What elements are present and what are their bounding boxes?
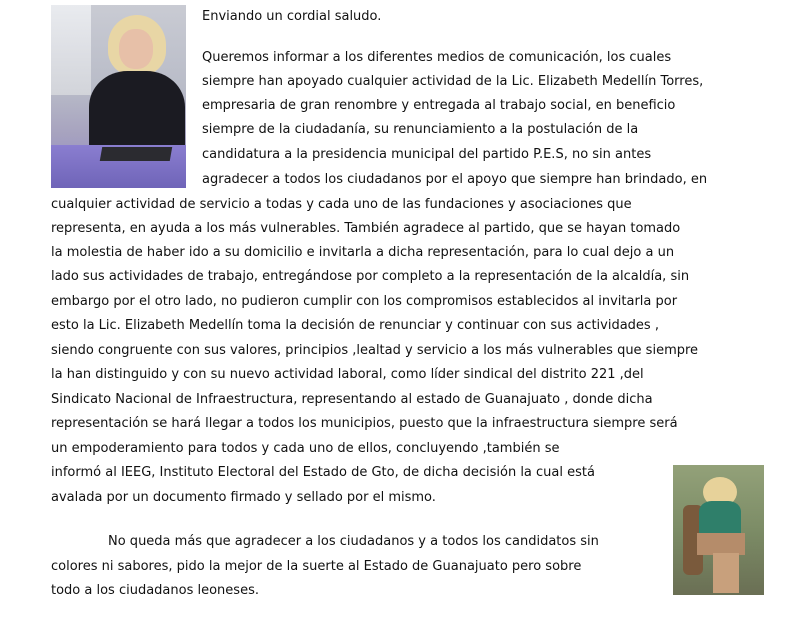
window-background [51,5,91,95]
text-line-12: esto la Lic. Elizabeth Medellín toma la decisión de renunciar y continuar con sus actividades , [51,318,659,333]
text-line-19: avalada por un documento firmado y sellado por el mismo. [51,490,436,505]
portrait-photo [51,5,186,188]
portrait-laptop [100,147,172,161]
text-line-17: un empoderamiento para todos y cada uno de ellos, concluyendo ,también se [51,441,560,456]
portrait-skirt [697,533,745,555]
closing-line-3: todo a los ciudadanos leoneses. [51,583,259,598]
closing-line-1: No queda más que agradecer a los ciudadanos y a todos los candidatos sin [108,534,599,549]
text-line-9: la molestia de haber ido a su domicilio e invitarla a dicha representación, para lo cual dejo a un [51,245,675,260]
text-line-3: empresaria de gran renombre y entregada al trabajo social, en beneficio [202,98,676,113]
text-line-13: siendo congruente con sus valores, principios ,lealtad y servicio a los más vulnerables que siempre [51,343,699,358]
portrait-face [119,29,153,69]
text-line-2: siempre han apoyado cualquier actividad de la Lic. Elizabeth Medellín Torres, [202,74,704,89]
text-line-5: candidatura a la presidencia municipal del partido P.E.S, no sin antes [202,147,652,162]
text-line-8: representa, en ayuda a los más vulnerables. También agradece al partido, que se hayan tomado [51,221,681,236]
text-line-15: Sindicato Nacional de Infraestructura, representando al estado de Guanajuato , donde dicha [51,392,653,407]
text-line-6: agradecer a todos los ciudadanos por el apoyo que siempre han brindado, en [202,172,708,187]
text-line-16: representación se hará llegar a todos los municipios, puesto que la infraestructura siempre será [51,416,678,431]
text-line-14: la han distinguido y con su nuevo actividad laboral, como líder sindical del distrito 221 ,del [51,367,644,382]
portrait-top [699,501,741,537]
text-line-10: lado sus actividades de trabajo, entregándose por completo a la representación de la alcaldía, sin [51,269,690,284]
text-line-18: informó al IEEG, Instituto Electoral del Estado de Gto, de dicha decisión la cual está [51,465,595,480]
text-line-4: siempre de la ciudadanía, su renunciamiento a la postulación de la [202,122,639,137]
text-line-1: Queremos informar a los diferentes medios de comunicación, los cuales [202,50,672,65]
portrait-legs [713,553,739,593]
greeting-line: Enviando un cordial saludo. [202,9,382,24]
seated-portrait-photo [673,465,764,595]
closing-line-2: colores ni sabores, pido la mejor de la suerte al Estado de Guanajuato pero sobre [51,559,582,574]
text-line-7: cualquier actividad de servicio a todas y cada uno de las fundaciones y asociaciones que [51,197,632,212]
text-line-11: embargo por el otro lado, no pudieron cumplir con los compromisos establecidos al invitarla por [51,294,678,309]
